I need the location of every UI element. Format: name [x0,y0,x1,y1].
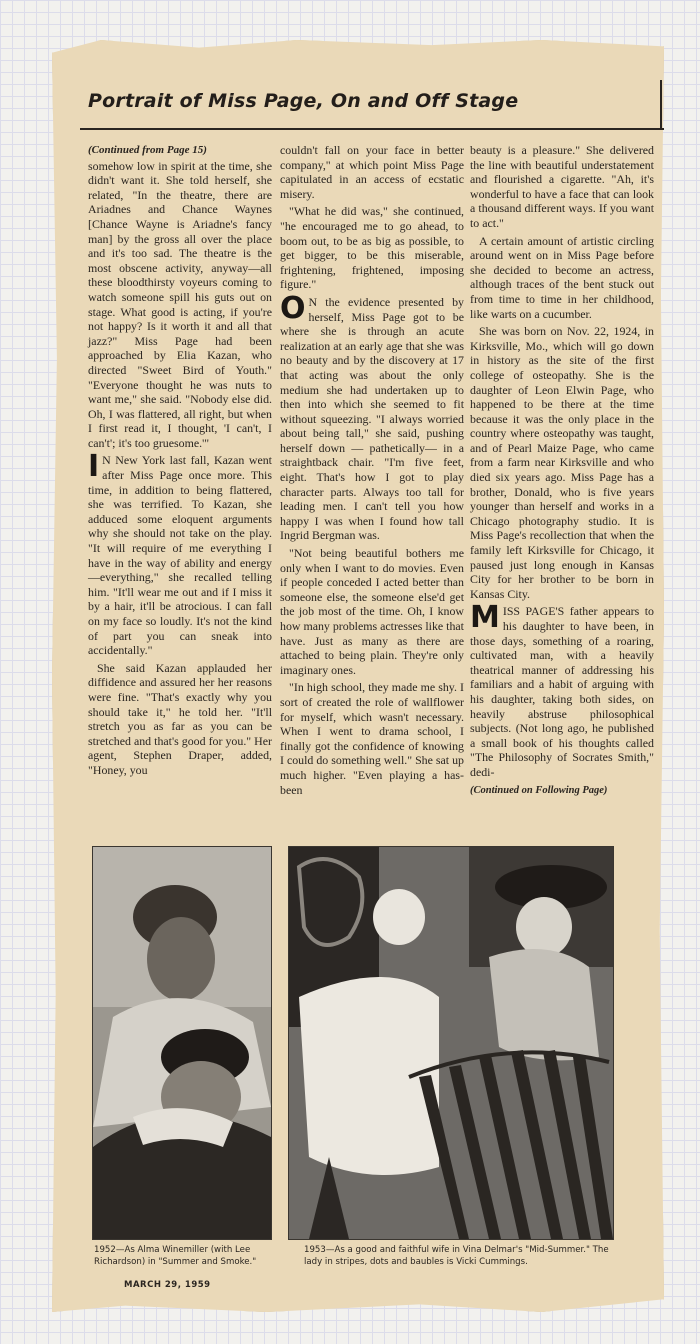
issue-date: MARCH 29, 1959 [124,1280,211,1290]
caption-photo-1: 1952—As Alma Winemiller (with Lee Richardson) in "Summer and Smoke." [94,1245,257,1267]
paragraph: O N the evidence presented by herself, Miss Page got to be where she is through an acute realization at an early age that she was no beauty and by the discovery at 17 that acting was about the only medium she had undertaken up to then into which she seemed to fit without squeezing. "I always worried about being tall," she said, pushing herself down — pathetically— in a straightback chair. "I'm five feet, eight. That's how I got to play character parts. Always too tall for leading men. I can't tell you how happy I was when I found how tall Ingrid Bergman was. [280,290,464,543]
article-column-1 [88,143,272,781]
drop-cap: I [88,449,100,485]
paragraph: beauty is a pleasure." She delivered the line with beautiful understatement and flourished a cigarette. "Ah, it's wonderful to have a face that can look a thousand different ways. If you want to act." [470,143,654,230]
paragraph: somehow low in spirit at the time, she didn't want it. She told herself, she related, "In the theatre, there are Ariadnes and Chance Waynes [Chance Wayne is Ariadne's fancy man] by the gross all over the place and it's too sad. The theatre is the most obscene activity, anyway—all these bloodthirsty voyeurs coming to watch someone spill his guts out on stage. What good is acting, if you're not happy? Is it worth it and all that jazz?" Miss Page had been approached by Elia Kazan, who directed "Sweet Bird of Youth." "Everyone thought he was nuts to want me," she said. "Nobody else did. Oh, I was flattered, all right, but when I first read it, I thought, 'I can't, I can't'; it's too gruesome.'" [88,158,272,450]
paragraph: MISS PAGE'S father appears to his daughter to have been, in those days, something of a roaring, cultivated man, with a heavily theatrical manner of addressing his familiars and a habit of arguing with his daughter, taking both sides, on heavily abstruse philosophical subjects. (Not long ago, he published a small book of his thoughts called "The Philosophy of Socrates Smith," dedi- [470,600,654,779]
photo-mid-summer [288,846,614,1240]
paragraph: A certain amount of artistic circling around went on in Miss Page before she decided to become an actress, although traces of the bent stuck out from time to time in her childhood, like warts on a cucumber. [470,233,654,321]
paragraph: couldn't fall on your face in better company," at which point Miss Page capitulated in an access of ecstatic misery. [280,143,464,201]
photo-summer-and-smoke [92,846,272,1240]
article-column-3 [470,143,654,801]
column-rule [660,80,662,128]
paragraph: "Not being beautiful bothers me only when I want to do movies. Even if people conceded I acted better than someone else, the someone else'd get the job most of the time. Oh, I know how many problems actresses like that have. Just as many as there are attached to being plain. They're only imaginary ones. [280,546,464,677]
drop-cap: M [470,600,500,636]
paragraph: "What he did was," she continued, "he encouraged me to go ahead, to boom out, to be as big as possible, to get bigger, to be this miserable, frightening, frightened, imposing figure." [280,204,464,292]
drop-cap: O [280,290,306,326]
paragraph: I N New York last fall, Kazan went after Miss Page once more. This time, in addition to being flattered, she was terrified. To Kazan, she adduced some eloquent arguments why she should not take on the play. "It will require of me everything I have in the way of ability and energy—everything," she recalled telling him. "It'll wear me out and if I miss it by a hair, it'll be atrocious. I can fall on my face so loudly. It's not the kind of part you can sneak into accidentally." [88,449,272,658]
continued-on-note: (Continued on Following Page) [470,784,608,796]
continued-from-note: (Continued from Page 15) [88,144,207,156]
paragraph: She said Kazan applauded her diffidence and assured her her reasons were fine. "That's exactly why you should take it," he told her. "It'll stretch you as far as you can be stretched and that's good for you." Her agent, Stephen Draper, added, "Honey, you [88,660,272,777]
article-column-2 [280,143,464,800]
paragraph: She was born on Nov. 22, 1924, in Kirksville, Mo., which will go down in history as the site of the first college of osteopathy. She is the daughter of Leon Elwin Page, who happened to be there at the time because it was the only place in the country where osteopathy was taught, and of Pearl Maize Page, who came from a farm near Kirksville and who died six years ago. Miss Page has a brother, Donald, who is five years younger than herself and works in a Chicago photography studio. It is Miss Page's recollection that when the family left Kirksville for Chicago, it paused just long enough in Kansas City for her brother to be born in Kansas City. [470,324,654,601]
paragraph: "In high school, they made me shy. I sort of created the role of wallflower for myself, which wasn't necessary. When I went to drama school, I finally got the confidence of knowing I could do something well." She sat up much higher. "Even playing a has-been [280,680,464,797]
headline-bar [80,78,664,130]
article-headline: Portrait of Miss Page, On and Off Stage [88,90,519,112]
caption-photo-2: 1953—As a good and faithful wife in Vina Delmar's "Mid-Summer." The lady in stripes, dots and baubles is Vicki Cummings. [304,1245,609,1267]
